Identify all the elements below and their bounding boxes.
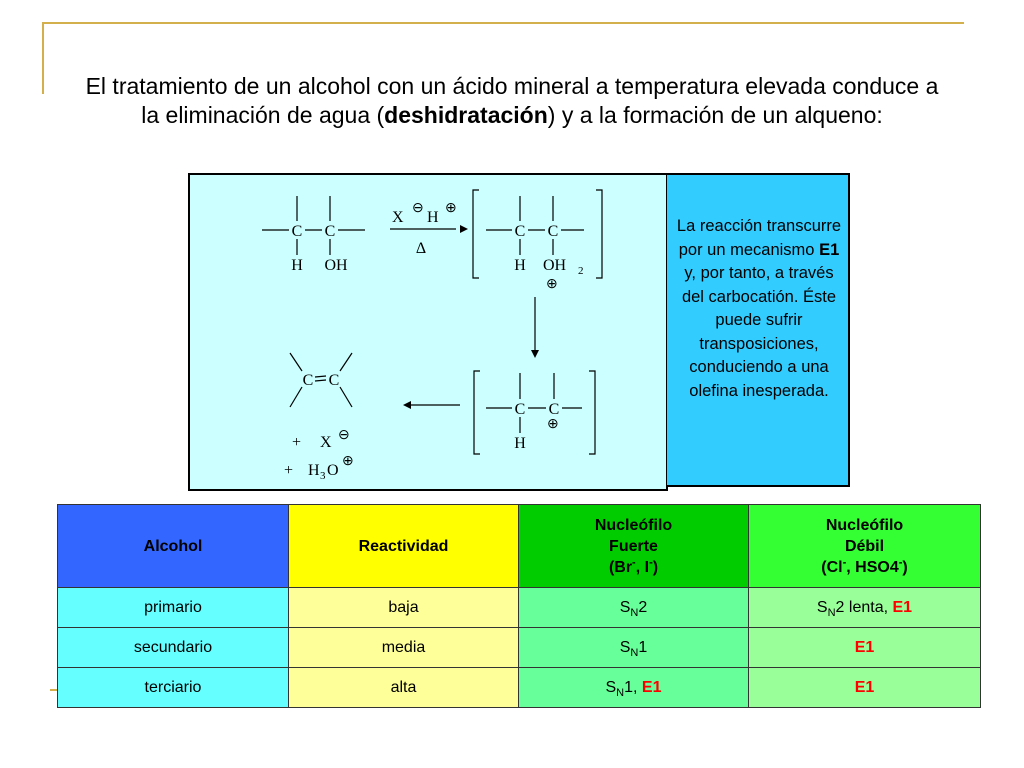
byproduct-hydronium-h: H <box>308 462 320 479</box>
byproduct-x: X <box>320 434 332 451</box>
header-alcohol: Alcohol <box>58 505 289 588</box>
byproduct-x-minus-charge: ⊖ <box>338 428 350 443</box>
header-debil-line1: Nucleófilo <box>825 516 904 534</box>
header-debil-line2: Débil <box>844 537 885 555</box>
note-text-end: y, por tanto, a través del carbocatión. Éste puede sufrir transposiciones, conduciendo a una olefina inesperada. <box>681 264 837 400</box>
byproduct-hydronium-plus-charge: ⊕ <box>342 454 354 469</box>
cell-alcohol: secundario <box>58 628 289 668</box>
reagent-h: H <box>427 209 439 226</box>
oxonium-carbon-2: C <box>547 223 559 240</box>
reagent-minus-charge: ⊖ <box>412 201 424 216</box>
intro-paragraph <box>80 72 944 130</box>
byproduct-plus-1: + <box>292 434 302 451</box>
intro-keyword: deshidratación <box>384 102 548 128</box>
header-nucleofilo-debil <box>749 505 981 588</box>
intro-text-start: El tratamiento de un alcohol con un ácido mineral a temperatura elevada conduce a la eliminación de agua ( <box>85 73 939 128</box>
cell-alcohol: terciario <box>58 668 289 708</box>
alkene-carbon-1: C <box>302 372 314 389</box>
carbocation-hydrogen: H <box>514 435 526 452</box>
intro-text-end: ) y a la formación de un alqueno: <box>547 102 883 128</box>
cell-debil: E1 <box>749 668 981 708</box>
reactivity-table <box>57 504 981 708</box>
reagent-x: X <box>392 209 404 226</box>
header-debil-examples: (Cl-, HSO4-) <box>821 556 908 576</box>
cell-fuerte: $S_N2$ <box>519 588 749 628</box>
cell-alcohol: primario <box>58 588 289 628</box>
note-mechanism-keyword: E1 <box>819 240 840 259</box>
header-fuerte-line1: Nucleófilo <box>594 516 673 534</box>
reaction-scheme-panel <box>188 173 668 491</box>
table-header-row <box>58 505 981 588</box>
alcohol-carbon-2: C <box>324 223 336 240</box>
oxonium-subscript: 2 <box>578 265 584 277</box>
alcohol-hydrogen: H <box>291 257 303 274</box>
cell-reactividad: media <box>289 628 519 668</box>
header-fuerte-examples: (Br-, I-) <box>608 556 659 576</box>
cell-reactividad: alta <box>289 668 519 708</box>
alkene-carbon-2: C <box>328 372 340 389</box>
alcohol-carbon-1: C <box>291 223 303 240</box>
top-decoration-line <box>42 22 964 24</box>
carbocation-carbon-1: C <box>514 401 526 418</box>
oxonium-plus-charge: ⊕ <box>546 277 558 292</box>
carbocation-plus-charge: ⊕ <box>547 417 559 432</box>
table-row <box>58 628 981 668</box>
byproduct-plus-2: + <box>284 462 294 479</box>
left-decoration-line <box>42 22 44 94</box>
header-fuerte-line2: Fuerte <box>609 537 658 555</box>
oxonium-hydrogen: H <box>514 257 526 274</box>
table-row <box>58 588 981 628</box>
reagent-plus-charge: ⊕ <box>445 201 457 216</box>
heat-symbol: Δ <box>415 240 427 257</box>
cell-reactividad: baja <box>289 588 519 628</box>
carbocation-carbon-2: C <box>548 401 560 418</box>
cell-fuerte: $S_N1$ <box>519 628 749 668</box>
cell-debil: $S_N2$ lenta, E1 <box>749 588 981 628</box>
oxonium-oh: OH <box>543 257 567 274</box>
oxonium-carbon-1: C <box>514 223 526 240</box>
note-text-start: La reacción transcurre por un mecanismo <box>676 217 842 259</box>
table-row <box>58 668 981 708</box>
alcohol-hydroxyl: OH <box>324 257 348 274</box>
reaction-mechanism-diagram <box>190 175 666 489</box>
mechanism-note-panel <box>666 173 850 487</box>
cell-fuerte: $S_N1$, E1 <box>519 668 749 708</box>
byproduct-hydronium-subscript: 3 <box>320 470 326 482</box>
header-reactividad: Reactividad <box>289 505 519 588</box>
byproduct-hydronium-o: O <box>327 462 339 479</box>
header-nucleofilo-fuerte <box>519 505 749 588</box>
mechanism-note-text <box>675 215 843 403</box>
cell-debil: E1 <box>749 628 981 668</box>
